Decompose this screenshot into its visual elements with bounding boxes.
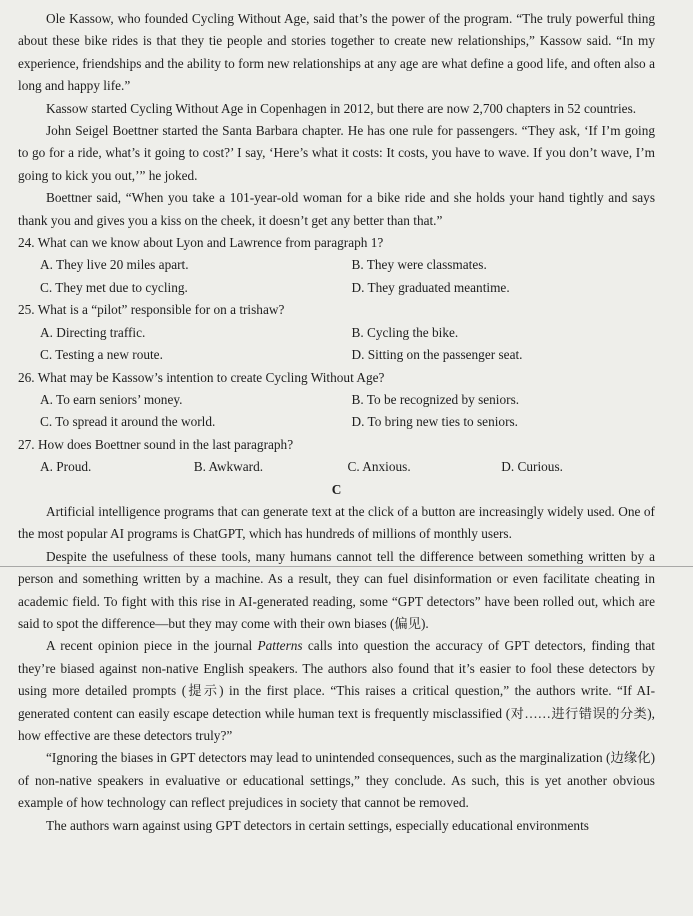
option-d: D. Sitting on the passenger seat. xyxy=(351,347,523,363)
question-24 xyxy=(18,232,655,299)
underline-mark xyxy=(0,566,693,567)
question-stem: 25. What is a “pilot” responsible for on a trishaw? xyxy=(18,302,285,318)
option-b: B. They were classmates. xyxy=(351,257,487,273)
text-before: A recent opinion piece in the journal xyxy=(46,638,258,654)
option-b: B. Awkward. xyxy=(193,459,264,475)
option-b: B. To be recognized by seniors. xyxy=(351,391,520,407)
option-c: C. They met due to cycling. xyxy=(40,279,188,295)
option-a: A. To earn seniors’ money. xyxy=(40,391,183,407)
question-27 xyxy=(18,434,655,479)
paragraph-boettner-rule: John Seigel Boettner started the Santa Barbara chapter. He has one rule for passengers. “They ask, ‘If I’m going to go for a ride, what’s it going to cost?’ I say, ‘Here’s what it costs: It costs, you have to wave. If you don’t wave, I’m going to kick you out,’” he joked. xyxy=(18,123,655,183)
question-stem: 27. How does Boettner sound in the last paragraph? xyxy=(18,436,294,452)
option-a: A. They live 20 miles apart. xyxy=(40,257,189,273)
option-c: C. Anxious. xyxy=(347,459,411,475)
journal-name: Patterns xyxy=(257,638,303,654)
paragraph-gpt-detectors: Despite the usefulness of these tools, many humans cannot tell the difference between something written by a person and something written by a machine. As a result, they can fuel disinformation or even facilitate cheating in academic field. To fight with this rise in AI-generated reading, some “GPT detectors” have been rolled out, which are said to spot the difference—but they may come with their own biases (偏见). xyxy=(18,548,655,631)
question-stem: 26. What may be Kassow’s intention to create Cycling Without Age? xyxy=(18,369,385,385)
option-d: D. Curious. xyxy=(501,459,563,475)
section-heading: C xyxy=(331,481,342,497)
paragraph-chapters: Kassow started Cycling Without Age in Copenhagen in 2012, but there are now 2,700 chapters in 52 countries. xyxy=(46,100,637,116)
option-c: C. To spread it around the world. xyxy=(40,414,216,430)
option-d: D. They graduated meantime. xyxy=(351,279,510,295)
question-stem: 24. What can we know about Lyon and Lawrence from paragraph 1? xyxy=(18,235,384,251)
option-d: D. To bring new ties to seniors. xyxy=(351,414,518,430)
options xyxy=(18,389,655,434)
options xyxy=(18,254,655,299)
question-25 xyxy=(18,299,655,366)
paragraph-biases-conclusion: “Ignoring the biases in GPT detectors may lead to unintended consequences, such as the marginalization (边缘化) of non-native speakers in evaluative or educational settings,” they conclude. As such, this is yet another obvious example of how technology can reflect prejudices in society that cannot be removed. xyxy=(18,750,655,811)
option-a: A. Proud. xyxy=(40,459,92,475)
text-after: calls into question the accuracy of GPT detectors, finding that they’re biased against non-native English speakers. The authors also found that it’s easier to fool these detectors by using more detailed prompts (提示) in the first place. “This raises a critical question,” the authors write. “If AI-generated content can easily escape detection while human text is frequently misclassified (对……进行错误的分类), how effective are these detectors truly?” xyxy=(18,638,655,743)
option-a: A. Directing traffic. xyxy=(40,324,146,340)
paragraph-ai-programs: Artificial intelligence programs that can generate text at the click of a button are increasingly widely used. One of the most popular AI programs is ChatGPT, which has hundreds of millions of monthly users. xyxy=(18,503,655,542)
paragraph-patterns-study xyxy=(18,635,655,747)
question-26 xyxy=(18,367,655,434)
option-b: B. Cycling the bike. xyxy=(351,324,459,340)
options xyxy=(18,456,655,478)
options xyxy=(18,322,655,367)
paragraph-boettner-quote: Boettner said, “When you take a 101-year-old woman for a bike ride and she holds your hand tightly and says thank you and gives you a kiss on the cheek, it doesn’t get any better than that.” xyxy=(18,190,655,228)
paragraph-authors-warn: The authors warn against using GPT detectors in certain settings, especially educational environments xyxy=(46,817,589,833)
option-c: C. Testing a new route. xyxy=(40,347,163,363)
paragraph-kassow-quote: Ole Kassow, who founded Cycling Without Age, said that’s the power of the program. “The truly powerful thing about these bike rides is that they tie people and stories together to create new relationships,” Kassow said. “In my experience, friendships and the ability to form new relationships at any age are what define a good life, and often also a long and happy life.” xyxy=(18,11,655,94)
